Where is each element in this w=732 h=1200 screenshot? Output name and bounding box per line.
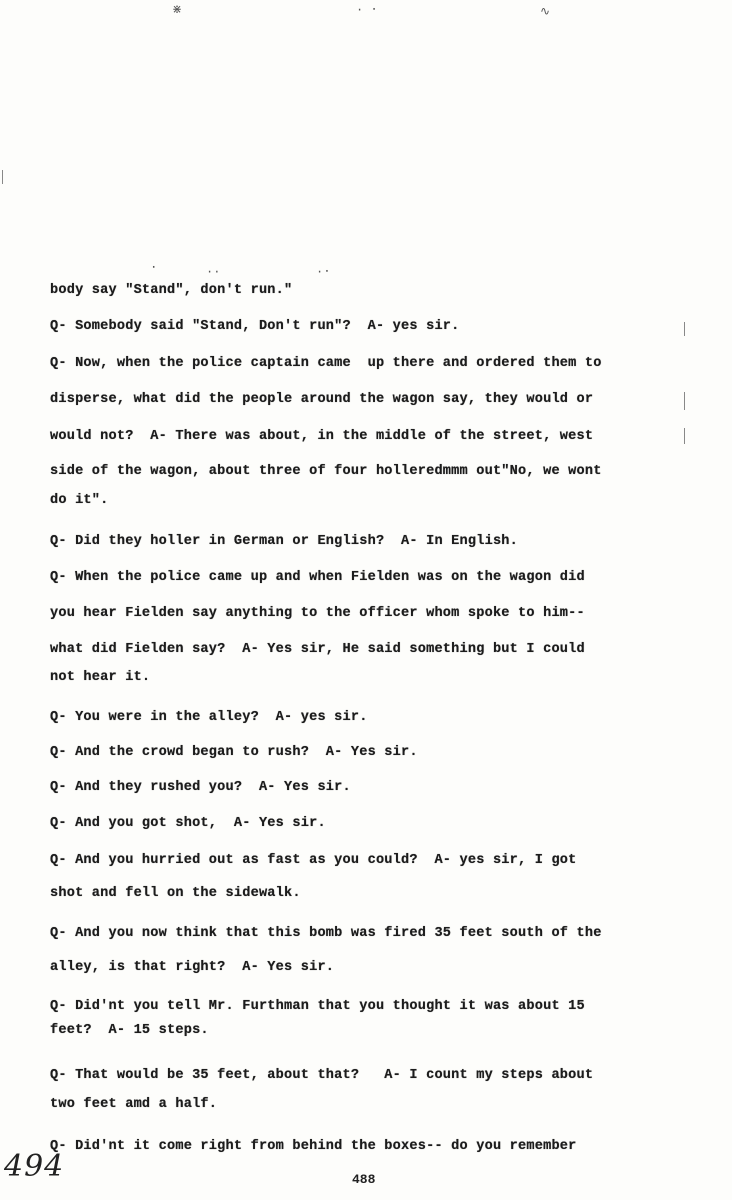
transcript-line: Q- Did'nt it come right from behind the boxes-- do you remember <box>50 1139 577 1154</box>
transcript-line: shot and fell on the sidewalk. <box>50 886 301 901</box>
scan-speck: ⋇ <box>172 3 183 17</box>
transcript-line: Q- And the crowd began to rush? A- Yes sir. <box>50 745 418 760</box>
edge-mark <box>684 428 685 444</box>
transcript-line: side of the wagon, about three of four holleredmmm out"No, we wont <box>50 464 602 479</box>
transcript-line: would not? A- There was about, in the middle of the street, west <box>50 429 594 444</box>
transcript-line: Q- Did they holler in German or English? A- In English. <box>50 534 519 549</box>
transcript-line: Q- When the police came up and when Fielden was on the wagon did <box>50 570 585 585</box>
transcript-line: alley, is that right? A- Yes sir. <box>50 960 335 975</box>
transcript-line: Q- And you now think that this bomb was fired 35 feet south of the <box>50 926 602 941</box>
transcript-line: body say "Stand", don't run." <box>50 283 293 298</box>
scan-speck: ∿ <box>540 5 551 19</box>
transcript-line: Q- Somebody said "Stand, Don't run"? A- yes sir. <box>50 319 460 334</box>
transcript-line: feet? A- 15 steps. <box>50 1023 209 1038</box>
edge-mark <box>684 322 685 336</box>
transcript-line: you hear Fielden say anything to the officer whom spoke to him-- <box>50 606 585 621</box>
handwritten-margin-number: 494 <box>4 1149 65 1184</box>
scan-speck: · ⋅ <box>356 3 378 17</box>
transcript-line: Q- And they rushed you? A- Yes sir. <box>50 780 351 795</box>
transcript-line: Q- That would be 35 feet, about that? A- I count my steps about <box>50 1068 594 1083</box>
transcript-line: Q- And you got shot, A- Yes sir. <box>50 816 326 831</box>
transcript-line: two feet amd a half. <box>50 1097 218 1112</box>
transcript-line: Q- Now, when the police captain came up there and ordered them to <box>50 356 602 371</box>
transcript-line: disperse, what did the people around the wagon say, they would or <box>50 392 594 407</box>
edge-mark <box>684 392 685 410</box>
scan-speck: ·· <box>206 265 221 279</box>
transcript-line: what did Fielden say? A- Yes sir, He said something but I could <box>50 642 585 657</box>
scan-speck: ·⋅ <box>316 265 331 279</box>
transcript-line: Q- Did'nt you tell Mr. Furthman that you thought it was about 15 <box>50 999 585 1014</box>
transcript-line: Q- You were in the alley? A- yes sir. <box>50 710 368 725</box>
transcript-line: do it". <box>50 493 109 508</box>
edge-mark <box>2 170 3 184</box>
scan-speck: ⋅ <box>150 261 158 275</box>
transcript-line: Q- And you hurried out as fast as you could? A- yes sir, I got <box>50 853 577 868</box>
transcript-line: not hear it. <box>50 670 151 685</box>
page-number: 488 <box>352 1172 376 1187</box>
